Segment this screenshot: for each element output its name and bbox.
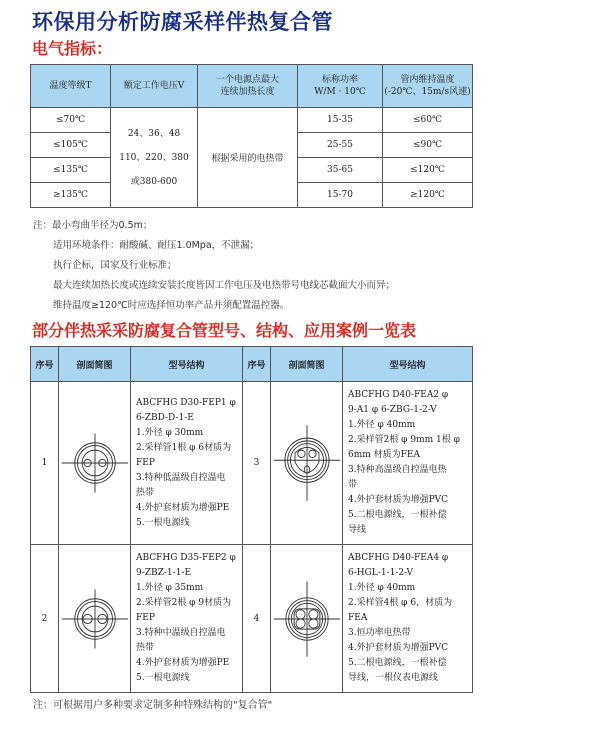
- table-row: [31, 545, 473, 693]
- header-cell: 型号结构: [131, 347, 243, 382]
- model-spec: [131, 545, 243, 693]
- temp-cell: ≤105℃: [31, 133, 111, 158]
- spec-line: ABCFHG D40-FEA4 φ: [348, 553, 449, 563]
- spec-line: 4.外护套材质为增强PVC: [348, 495, 449, 505]
- spec-line: 4.外护套材质为增强PVC: [348, 643, 449, 653]
- cross-section-diagram: [59, 545, 131, 693]
- electrical-spec-table: [30, 64, 473, 208]
- header-cell: 序号: [31, 347, 59, 382]
- spec-line: 3.特种低温级自控温电: [136, 472, 226, 483]
- spec-line: 2.采样管2根 φ 9mm 1根 φ: [348, 435, 460, 445]
- spec-line: 6mm 材质为FEA: [348, 450, 420, 460]
- item-number: 1: [31, 382, 59, 545]
- spec-line: 1.外径 φ 35mm: [136, 583, 204, 593]
- spec-line: 3.恒功率电热带: [348, 628, 411, 638]
- spec-line: 5.一根电源线: [136, 517, 190, 528]
- notes: [33, 216, 472, 316]
- item-number: 2: [31, 545, 59, 693]
- spec-line: 3.特种中温级自控温电: [136, 628, 226, 638]
- spec-line: 导线，一根仪表电源线: [348, 673, 439, 683]
- header-cell: 额定工作电压V: [111, 65, 198, 108]
- cross-section-4-icon: [272, 574, 342, 664]
- spec-line: 3.特种高温级自控温电热: [348, 465, 447, 475]
- spec-line: ABCFHG D40-FEA2 φ: [348, 390, 449, 400]
- spec-line: 2.采样管4根 φ 6，材质为: [348, 598, 453, 608]
- table-header-row: [31, 65, 473, 108]
- item-number: 3: [243, 382, 271, 545]
- power-cell: 25-55: [298, 133, 383, 158]
- header-cell: 剖面简图: [271, 347, 343, 382]
- spec-line: 1.外径 φ 40mm: [348, 420, 416, 430]
- note-line: 注：最小弯曲半径为0.5m；: [33, 220, 153, 231]
- model-structure-table: [30, 346, 473, 693]
- spec-line: FEP: [136, 457, 155, 468]
- table-row: [31, 108, 473, 133]
- item-number: 4: [243, 545, 271, 693]
- cross-section-1-icon: [60, 425, 130, 501]
- model-spec: [343, 382, 473, 545]
- cross-section-diagram: [271, 545, 343, 693]
- spec-line: 热带: [136, 643, 155, 653]
- temp-cell: ≤70℃: [31, 108, 111, 133]
- spec-line: 导线: [348, 525, 367, 535]
- note-line: 适用环境条件：耐酸碱、耐压1.0Mpa，不泄漏；: [53, 240, 260, 251]
- temp-cell: ≥135℃: [31, 183, 111, 208]
- cross-section-3-icon: [272, 418, 342, 508]
- spec-line: 1.外径 φ 40mm: [348, 583, 416, 593]
- note-line: 最大连续加热长度或连续安装长度皆因工作电压及电热带号电线芯截面大小而异；: [53, 280, 396, 291]
- temp-cell: ≤135℃: [31, 158, 111, 183]
- spec-line: 9-ZBZ-1-1-E: [136, 568, 192, 578]
- maintain-cell: ≤90℃: [383, 133, 473, 158]
- spec-line: 2.采样管2根 φ 9材质为: [136, 598, 232, 608]
- maintain-cell: ≤120℃: [383, 158, 473, 183]
- spec-line: 6-ZBD-D-1-E: [136, 412, 194, 423]
- header-cell: 序号: [243, 347, 271, 382]
- maintain-cell: ≤60℃: [383, 108, 473, 133]
- voltage-line: 24、36、48: [127, 128, 181, 139]
- header-cell: 温度等级T: [31, 65, 111, 108]
- model-spec: [131, 382, 243, 545]
- spec-line: FEP: [136, 613, 155, 623]
- voltage-line: 110、220、380: [119, 152, 189, 163]
- voltage-cell: [111, 108, 198, 208]
- spec-line: 6-HGL-1-1-2-V: [348, 568, 413, 578]
- note-line: 维持温度≥120℃时应选择恒功率产品并须配置温控器。: [53, 300, 290, 311]
- length-cell: 根据采用的电热带: [198, 108, 298, 208]
- table-row: [31, 382, 473, 545]
- spec-line: 9-A1 φ 6-ZBG-1-2-V: [348, 405, 437, 415]
- header-cell: 剖面简图: [59, 347, 131, 382]
- power-cell: 15-70: [298, 183, 383, 208]
- power-cell: 15-35: [298, 108, 383, 133]
- header-cell: 一个电源点最大 连续加热长度: [198, 65, 298, 108]
- spec-line: 1.外径 φ 30mm: [136, 427, 204, 438]
- section-heading-electrical: 电气指标：: [32, 39, 113, 58]
- page-content: [30, 8, 472, 713]
- header-cell: 标称功率 W/M · 10℃: [298, 65, 383, 108]
- spec-line: FEA: [348, 613, 368, 623]
- spec-line: 2.采样管1根 φ 6材质为: [136, 442, 232, 453]
- spec-line: 4.外护套材质为增强PE: [136, 658, 230, 668]
- spec-line: 热带: [136, 487, 155, 498]
- cross-section-2-icon: [60, 581, 130, 657]
- spec-line: ABCFHG D35-FEP2 φ: [136, 553, 236, 563]
- spec-line: 带: [348, 480, 358, 490]
- voltage-line: 或380-600: [130, 176, 178, 187]
- header-cell: 管内维持温度 (-20℃、15m/s风速): [383, 65, 473, 108]
- section-heading-models: 部分伴热采采防腐复合管型号、结构、应用案例一览表: [32, 321, 417, 340]
- cross-section-diagram: [59, 382, 131, 545]
- spec-line: 5.一根电源线: [136, 673, 190, 683]
- note-line: 执行企标，国家及行业标准；: [53, 260, 177, 271]
- spec-line: ABCFHG D30-FEP1 φ: [136, 397, 236, 408]
- page-title: 环保用分析防腐采样伴热复合管: [32, 10, 333, 34]
- cross-section-diagram: [271, 382, 343, 545]
- model-spec: [343, 545, 473, 693]
- spec-line: 5.二根电源线，一根补偿: [348, 510, 447, 520]
- maintain-cell: ≥120℃: [383, 183, 473, 208]
- table-header-row: [31, 347, 473, 382]
- spec-line: 5.二根电源线，一根补偿: [348, 658, 447, 668]
- power-cell: 35-65: [298, 158, 383, 183]
- footnote: 注：可根据用户多种要求定制多种特殊结构的"复合管": [33, 700, 273, 711]
- spec-line: 4.外护套材质为增强PE: [136, 502, 230, 513]
- header-cell: 型号结构: [343, 347, 473, 382]
